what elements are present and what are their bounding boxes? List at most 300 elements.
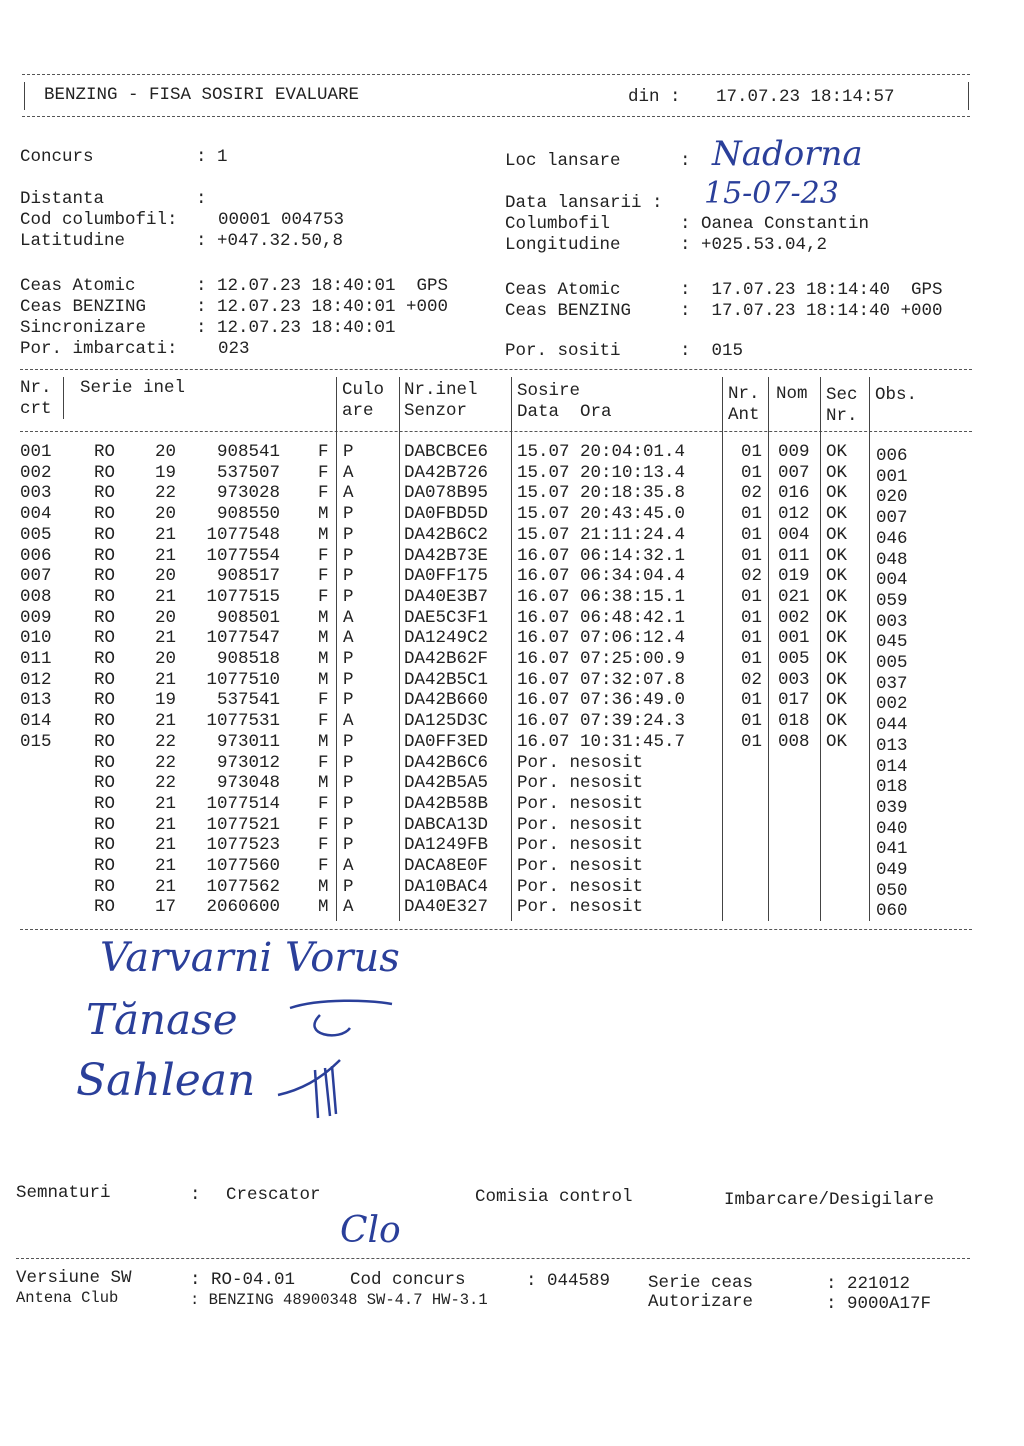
cell-ring: 1077521	[206, 814, 280, 835]
table-row	[0, 586, 1024, 611]
cell-nom: 011	[778, 545, 810, 566]
crescator-label: Crescator	[226, 1185, 321, 1205]
ceas-benzing-end-value: : 17.07.23 18:14:40 +000	[680, 301, 943, 321]
cell-sec: OK	[826, 711, 848, 732]
cell-nom: 009	[778, 442, 810, 462]
cell-nom: 018	[778, 711, 810, 732]
cell-country: RO	[94, 586, 116, 607]
cell-obs: 041	[876, 839, 908, 860]
col-header-serie: Serie inel	[80, 378, 186, 398]
cell-senzor: DA40E327	[404, 897, 489, 918]
antena-club-value: : BENZING 48900348 SW-4.7 HW-3.1	[190, 1291, 488, 1309]
cell-senzor: DA0FF175	[404, 566, 489, 587]
imbarcare-desigilare-label: Imbarcare/Desigilare	[724, 1190, 935, 1210]
cell-sec: OK	[826, 524, 848, 545]
cell-year: 21	[155, 545, 177, 566]
versiune-sw-label: Versiune SW	[16, 1268, 132, 1288]
cell-country: RO	[94, 524, 116, 545]
cell-country: RO	[94, 773, 116, 794]
cell-sex: F	[318, 690, 329, 711]
cell-ring: 973028	[216, 483, 280, 504]
cell-year: 21	[155, 586, 177, 607]
cell-nr-ant: 02	[741, 669, 763, 690]
cell-sex: M	[318, 649, 329, 669]
cell-senzor: DA42B5C1	[404, 669, 489, 690]
cell-culoare: A	[343, 897, 354, 918]
table-row	[0, 897, 1024, 922]
table-row	[0, 483, 1024, 508]
cell-nom: 007	[778, 462, 810, 483]
cell-ring: 973011	[216, 731, 280, 752]
cell-senzor: DAE5C3F1	[404, 607, 489, 628]
serie-ceas-label: Serie ceas	[648, 1273, 754, 1293]
cell-nom: 001	[778, 628, 810, 649]
cell-sex: M	[318, 773, 329, 794]
cell-nom: 012	[778, 504, 810, 525]
cell-crt: 014	[20, 711, 52, 732]
autorizare-label: Autorizare	[648, 1292, 754, 1312]
cell-sosire: 15.07 21:11:24.4	[517, 524, 686, 545]
cell-year: 21	[155, 669, 177, 690]
cell-crt: 015	[20, 731, 52, 752]
cell-sex: F	[318, 545, 329, 566]
cell-sosire: Por. nesosit	[517, 793, 644, 814]
ceas-benzing-end-label: Ceas BENZING	[505, 301, 632, 321]
cell-senzor: DA0FBD5D	[404, 504, 489, 525]
cell-culoare: P	[343, 835, 354, 856]
cell-obs: 018	[876, 777, 908, 798]
cell-culoare: P	[343, 793, 354, 814]
header-right-border	[968, 82, 969, 110]
cell-ring: 973048	[216, 773, 280, 794]
cell-culoare: A	[343, 711, 354, 732]
semnaturi-colon: :	[190, 1185, 201, 1205]
cell-country: RO	[94, 793, 116, 814]
cell-culoare: P	[343, 773, 354, 794]
cell-sec: OK	[826, 545, 848, 566]
cell-crt: 001	[20, 442, 52, 462]
table-row	[0, 524, 1024, 549]
cell-senzor: DABCA13D	[404, 814, 489, 835]
cell-nr-ant: 01	[741, 442, 763, 462]
cell-crt: 004	[20, 504, 52, 525]
cell-country: RO	[94, 442, 116, 462]
serie-ceas-value: : 221012	[826, 1274, 911, 1294]
cell-sosire: 16.07 07:06:12.4	[517, 628, 686, 649]
cell-crt: 008	[20, 586, 52, 607]
cell-obs: 046	[876, 528, 908, 549]
cell-crt: 002	[20, 462, 52, 483]
cell-country: RO	[94, 814, 116, 835]
col-header-senzor: Senzor	[404, 401, 468, 421]
cell-sec: OK	[826, 731, 848, 752]
por-sositi-label: Por. sositi	[505, 341, 621, 361]
cell-country: RO	[94, 835, 116, 856]
cell-culoare: P	[343, 649, 354, 669]
cell-culoare: P	[343, 524, 354, 545]
cell-sex: M	[318, 524, 329, 545]
cell-year: 22	[155, 752, 177, 773]
cell-sec: OK	[826, 442, 848, 462]
cell-obs: 045	[876, 632, 908, 653]
cell-ring: 908501	[216, 607, 280, 628]
cell-year: 21	[155, 876, 177, 897]
cell-culoare: P	[343, 731, 354, 752]
cell-sosire: 15.07 20:04:01.4	[517, 442, 686, 462]
cell-country: RO	[94, 462, 116, 483]
cell-senzor: DA42B58B	[404, 793, 489, 814]
col-header-nrinel: Nr.inel	[404, 380, 478, 400]
cell-country: RO	[94, 856, 116, 876]
cell-sosire: 16.07 07:25:00.9	[517, 649, 686, 669]
cell-nr-ant: 01	[741, 586, 763, 607]
cell-obs: 048	[876, 549, 908, 570]
cell-culoare: P	[343, 690, 354, 711]
ceas-atomic-start-label: Ceas Atomic	[20, 276, 136, 296]
table-row	[0, 711, 1024, 736]
cell-sex: F	[318, 856, 329, 876]
cell-culoare: A	[343, 856, 354, 876]
cell-ring: 973012	[216, 752, 280, 773]
cell-sec: OK	[826, 566, 848, 587]
cell-culoare: P	[343, 566, 354, 587]
cell-obs: 049	[876, 860, 908, 880]
cell-sex: F	[318, 793, 329, 814]
table-bottom-rule	[20, 929, 972, 930]
cell-sosire: 16.07 10:31:45.7	[517, 731, 686, 752]
cell-ring: 537507	[216, 462, 280, 483]
cell-senzor: DA42B6C2	[404, 524, 489, 545]
table-row	[0, 607, 1024, 632]
cell-year: 21	[155, 835, 177, 856]
table-row	[0, 442, 1024, 466]
cell-crt: 013	[20, 690, 52, 711]
cell-sosire: Por. nesosit	[517, 876, 644, 897]
cell-nr-ant: 01	[741, 607, 763, 628]
cell-ring: 1077548	[206, 524, 280, 545]
loc-lansare-handwritten: Nadorna	[712, 134, 863, 174]
cell-ring: 1077560	[206, 856, 280, 876]
cell-sex: M	[318, 504, 329, 525]
cell-nr-ant: 01	[741, 628, 763, 649]
cell-senzor: DA42B726	[404, 462, 489, 483]
cell-ring: 1077510	[206, 669, 280, 690]
cell-crt: 010	[20, 628, 52, 649]
sincronizare-label: Sincronizare	[20, 318, 147, 338]
table-row	[0, 504, 1024, 529]
antena-club-label: Antena Club	[16, 1289, 119, 1307]
cell-senzor: DA40E3B7	[404, 586, 489, 607]
cod-columbofil-label: Cod columbofil:	[20, 210, 178, 230]
cell-nr-ant: 01	[741, 690, 763, 711]
cell-crt: 009	[20, 607, 52, 628]
cell-ring: 1077514	[206, 793, 280, 814]
cell-sosire: Por. nesosit	[517, 773, 644, 794]
cell-ring: 1077523	[206, 835, 280, 856]
cell-sex: F	[318, 483, 329, 504]
cell-ring: 908518	[216, 649, 280, 669]
distanta-label: Distanta	[20, 189, 105, 209]
cell-year: 19	[155, 690, 177, 711]
cell-sex: M	[318, 731, 329, 752]
cell-year: 20	[155, 566, 177, 587]
cell-sec: OK	[826, 462, 848, 483]
cell-nom: 021	[778, 586, 810, 607]
cell-sec: OK	[826, 483, 848, 504]
cell-nr-ant: 02	[741, 566, 763, 587]
report-title: BENZING - FISA SOSIRI EVALUARE	[44, 85, 360, 105]
distanta-value: :	[196, 189, 207, 209]
cell-country: RO	[94, 607, 116, 628]
table-row	[0, 690, 1024, 715]
cell-senzor: DA42B73E	[404, 545, 489, 566]
cell-year: 21	[155, 628, 177, 649]
cell-sec: OK	[826, 504, 848, 525]
table-row	[0, 856, 1024, 880]
cell-country: RO	[94, 566, 116, 587]
table-row	[0, 669, 1024, 694]
col-header-nr: Nr.	[20, 378, 52, 398]
cell-culoare: A	[343, 628, 354, 649]
cell-country: RO	[94, 504, 116, 525]
table-row	[0, 566, 1024, 591]
col-header-sec: Sec	[826, 385, 858, 405]
cell-sec: OK	[826, 628, 848, 649]
cell-ring: 1077554	[206, 545, 280, 566]
semnaturi-label: Semnaturi	[16, 1183, 111, 1203]
col-header-sec-nr: Nr.	[826, 406, 858, 426]
table-header-rule	[20, 431, 972, 432]
ceas-atomic-start-value: : 12.07.23 18:40:01 GPS	[196, 276, 449, 296]
col-header-obs: Obs.	[875, 385, 918, 405]
table-row	[0, 628, 1024, 653]
cell-culoare: P	[343, 669, 354, 690]
cell-year: 19	[155, 462, 177, 483]
cell-year: 22	[155, 483, 177, 504]
latitudine-label: Latitudine	[20, 231, 126, 251]
handwritten-signature-2: Tănase	[86, 995, 238, 1044]
cell-culoare: P	[343, 876, 354, 897]
col-header-nom: Nom	[776, 384, 808, 404]
cell-sex: M	[318, 669, 329, 690]
concurs-value: : 1	[196, 147, 228, 167]
cell-culoare: P	[343, 504, 354, 525]
table-row	[0, 731, 1024, 756]
table-row	[0, 773, 1024, 798]
cell-ring: 908550	[216, 504, 280, 525]
header-bottom-rule	[22, 116, 970, 117]
longitudine-value: : +025.53.04,2	[680, 235, 828, 255]
cell-obs: 002	[876, 694, 908, 715]
cell-sex: F	[318, 711, 329, 732]
por-sositi-value: : 015	[680, 341, 744, 361]
header-left-border	[24, 82, 25, 110]
cell-nom: 002	[778, 607, 810, 628]
col-header-sosire: Sosire	[517, 381, 581, 401]
cell-sex: F	[318, 835, 329, 856]
cell-country: RO	[94, 649, 116, 669]
cell-nom: 019	[778, 566, 810, 587]
cell-sosire: Por. nesosit	[517, 856, 644, 876]
cell-obs: 044	[876, 715, 908, 736]
cell-year: 21	[155, 711, 177, 732]
cell-senzor: DA0FF3ED	[404, 731, 489, 752]
cell-country: RO	[94, 483, 116, 504]
cell-sosire: 15.07 20:18:35.8	[517, 483, 686, 504]
report-datetime: 17.07.23 18:14:57	[716, 87, 895, 107]
cell-crt: 003	[20, 483, 52, 504]
cell-country: RO	[94, 731, 116, 752]
cell-obs: 014	[876, 756, 908, 777]
table-row	[0, 462, 1024, 487]
cell-nom: 005	[778, 649, 810, 669]
cell-sosire: 16.07 07:39:24.3	[517, 711, 686, 732]
cell-obs: 039	[876, 797, 908, 818]
cell-obs: 005	[876, 653, 908, 673]
cell-ring: 908541	[216, 442, 280, 462]
col-header-ant: Ant	[728, 405, 760, 425]
table-row	[0, 545, 1024, 570]
cell-crt: 005	[20, 524, 52, 545]
cell-sec: OK	[826, 586, 848, 607]
cell-senzor: DA42B660	[404, 690, 489, 711]
cell-ring: 2060600	[206, 897, 280, 918]
cell-sosire: Por. nesosit	[517, 835, 644, 856]
cell-obs: 020	[876, 487, 908, 508]
cell-culoare: P	[343, 752, 354, 773]
cell-sex: F	[318, 752, 329, 773]
cell-ring: 1077547	[206, 628, 280, 649]
autorizare-value: : 9000A17F	[826, 1294, 932, 1314]
din-label: din :	[628, 87, 681, 107]
data-lansarii-handwritten: 15-07-23	[704, 176, 839, 211]
cell-nom: 003	[778, 669, 810, 690]
cell-ring: 1077531	[206, 711, 280, 732]
sincronizare-value: : 12.07.23 18:40:01	[196, 318, 396, 338]
cell-nr-ant: 01	[741, 649, 763, 669]
cell-sec: OK	[826, 690, 848, 711]
cell-country: RO	[94, 628, 116, 649]
cell-culoare: P	[343, 814, 354, 835]
cell-year: 20	[155, 442, 177, 462]
cell-nr-ant: 01	[741, 524, 763, 545]
cell-sex: M	[318, 897, 329, 918]
cell-country: RO	[94, 711, 116, 732]
cell-senzor: DA42B5A5	[404, 773, 489, 794]
cell-sex: M	[318, 607, 329, 628]
cell-sosire: 16.07 06:48:42.1	[517, 607, 686, 628]
col-header-data-ora: Data Ora	[517, 402, 612, 422]
cell-senzor: DA42B62F	[404, 649, 489, 669]
cell-country: RO	[94, 545, 116, 566]
cell-crt: 011	[20, 649, 52, 669]
cell-crt: 006	[20, 545, 52, 566]
cell-sec: OK	[826, 607, 848, 628]
cell-ring: 537541	[216, 690, 280, 711]
cell-senzor: DA078B95	[404, 483, 489, 504]
cell-sosire: 16.07 06:38:15.1	[517, 586, 686, 607]
footer-rule	[16, 1258, 970, 1259]
loc-lansare-label: Loc lansare	[505, 151, 621, 171]
cell-nr-ant: 01	[741, 545, 763, 566]
longitudine-label: Longitudine	[505, 235, 621, 255]
cell-sex: F	[318, 586, 329, 607]
cell-sosire: Por. nesosit	[517, 752, 644, 773]
cell-nom: 008	[778, 731, 810, 752]
comisia-control-label: Comisia control	[475, 1187, 633, 1207]
cell-sosire: 16.07 06:14:32.1	[517, 545, 686, 566]
table-row	[0, 752, 1024, 777]
cell-obs: 001	[876, 466, 908, 487]
latitudine-value: : +047.32.50,8	[196, 231, 344, 251]
data-lansarii-label: Data lansarii :	[505, 193, 663, 213]
col-header-are: are	[342, 401, 374, 421]
cell-ring: 908517	[216, 566, 280, 587]
cell-country: RO	[94, 669, 116, 690]
ceas-benzing-start-value: : 12.07.23 18:40:01 +000	[196, 297, 449, 317]
cell-sosire: Por. nesosit	[517, 814, 644, 835]
cell-obs: 050	[876, 880, 908, 901]
table-row	[0, 814, 1024, 839]
cell-culoare: P	[343, 545, 354, 566]
cell-obs: 037	[876, 673, 908, 694]
cell-senzor: DA42B6C6	[404, 752, 489, 773]
cell-year: 20	[155, 607, 177, 628]
cell-obs: 004	[876, 570, 908, 591]
concurs-label: Concurs	[20, 147, 94, 167]
cell-sec: OK	[826, 669, 848, 690]
cell-nom: 017	[778, 690, 810, 711]
crescator-signature: Clo	[340, 1210, 401, 1251]
cell-culoare: A	[343, 462, 354, 483]
signature-scribble-2	[270, 1040, 360, 1130]
cell-year: 21	[155, 856, 177, 876]
cell-sex: F	[318, 442, 329, 462]
cell-sosire: 16.07 07:36:49.0	[517, 690, 686, 711]
cell-year: 20	[155, 504, 177, 525]
handwritten-signature-3: Sahlean	[76, 1055, 256, 1106]
cell-obs: 060	[876, 901, 908, 922]
table-row	[0, 876, 1024, 901]
cell-obs: 013	[876, 735, 908, 756]
cell-crt: 007	[20, 566, 52, 587]
cell-sex: M	[318, 876, 329, 897]
cell-year: 22	[155, 731, 177, 752]
cell-sec: OK	[826, 649, 848, 669]
cell-culoare: P	[343, 586, 354, 607]
col-header-crt: crt	[20, 399, 52, 419]
cell-country: RO	[94, 876, 116, 897]
cell-nr-ant: 01	[741, 462, 763, 483]
cell-sex: M	[318, 628, 329, 649]
table-row	[0, 835, 1024, 860]
cell-senzor: DA1249FB	[404, 835, 489, 856]
cod-concurs-value: : 044589	[526, 1271, 611, 1291]
cell-sex: F	[318, 814, 329, 835]
table-row	[0, 793, 1024, 818]
cell-year: 21	[155, 793, 177, 814]
ceas-benzing-start-label: Ceas BENZING	[20, 297, 147, 317]
cell-culoare: A	[343, 607, 354, 628]
col-header-culo: Culo	[342, 380, 385, 400]
por-imbarcati-label: Por. imbarcati:	[20, 339, 178, 359]
cell-culoare: A	[343, 483, 354, 504]
cell-nr-ant: 01	[741, 711, 763, 732]
por-imbarcati-value: 023	[218, 339, 250, 359]
cell-culoare: P	[343, 442, 354, 462]
cell-senzor: DABCBCE6	[404, 442, 489, 462]
table-top-rule	[20, 369, 972, 370]
